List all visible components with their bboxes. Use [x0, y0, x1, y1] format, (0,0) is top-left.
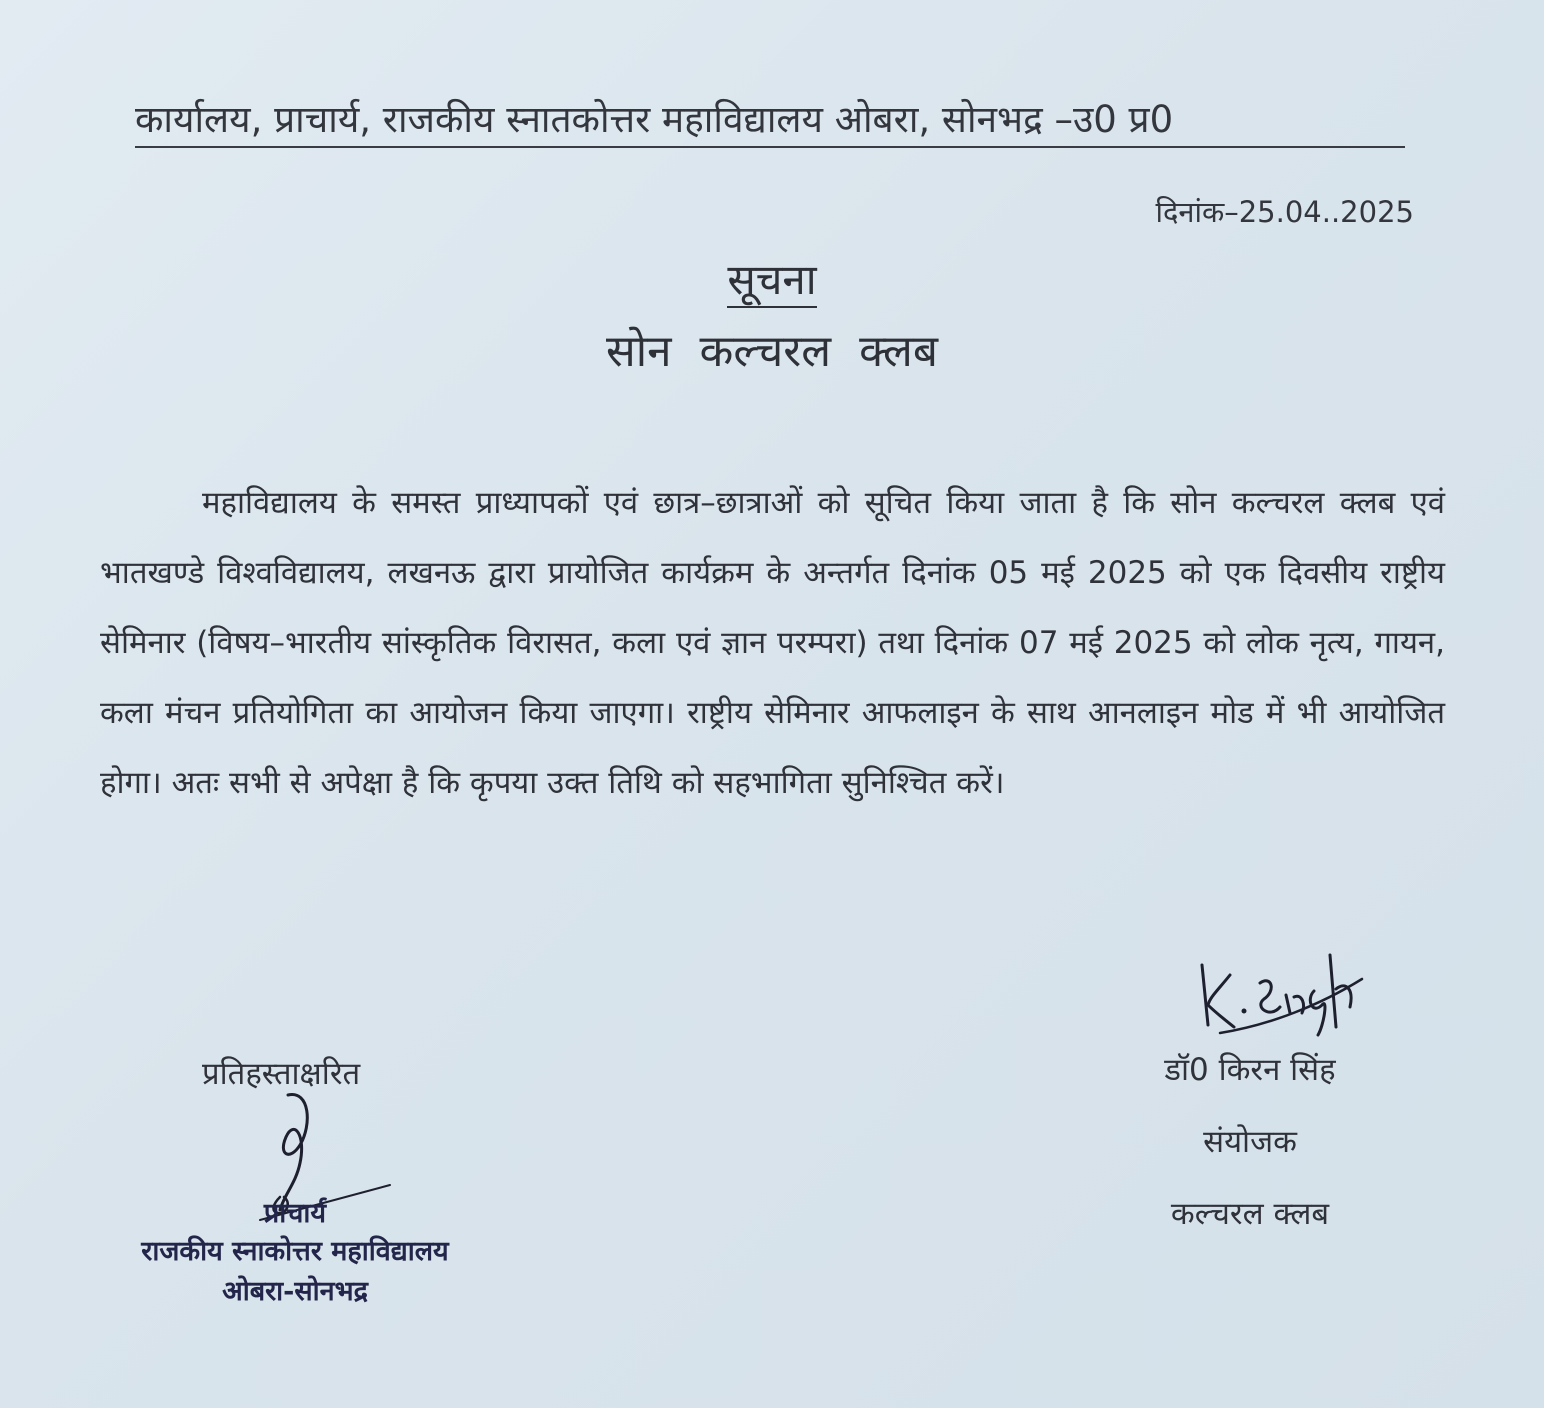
notice-title: [0, 252, 1544, 308]
office-header: कार्यालय, प्राचार्य, राजकीय स्नातकोत्तर महाविद्यालय ओबरा, सोनभद्र –उ0 प्र0: [135, 98, 1174, 141]
club-title: सोन कल्चरल क्लब: [605, 326, 939, 377]
notice-date: दिनांक–25.04..2025: [1155, 195, 1414, 229]
stamp-place: ओबरा-सोनभद्र: [222, 1276, 368, 1307]
coordinator-signature: [1190, 935, 1370, 1045]
countersigned-label: प्रतिहस्ताक्षरित: [202, 1056, 361, 1092]
principal-stamp: [100, 1196, 490, 1312]
notice-body: महाविद्यालय के समस्त प्राध्यापकों एवं छात्र–छात्राओं को सूचित किया जाता है कि सोन कल्चरल क्लब एवं भातखण्डे विश्वविद्यालय, लखनऊ द्वारा प्रायोजित कार्यक्रम के अन्तर्गत दिनांक 05 मई 2025 को एक दिवसीय राष्ट्रीय सेमिनार (विषय–भारतीय सांस्कृतिक विरासत, कला एवं ज्ञान परम्परा) तथा दिनांक 07 मई 2025 को लोक नृत्य, गायन, कला मंचन प्रतियोगिता का आयोजन किया जाएगा। राष्ट्रीय सेमिनार आफलाइन के साथ आनलाइन मोड में भी आयोजित होगा। अतः सभी से अपेक्षा है कि कृपया उक्त तिथि को सहभागिता सुनिश्चित करें।: [100, 485, 1445, 801]
coordinator-name: डॉ0 किरन सिंह: [1164, 1052, 1336, 1088]
notice-title-text: सूचना: [727, 255, 816, 308]
stamp-college: राजकीय स्नाकोत्तर महाविद्यालय: [141, 1236, 449, 1267]
header-underline: [135, 146, 1405, 148]
coordinator-role: संयोजक: [1203, 1124, 1297, 1160]
coordinator-club: कल्चरल क्लब: [1170, 1196, 1330, 1232]
stamp-title: प्राचार्य: [263, 1198, 327, 1229]
